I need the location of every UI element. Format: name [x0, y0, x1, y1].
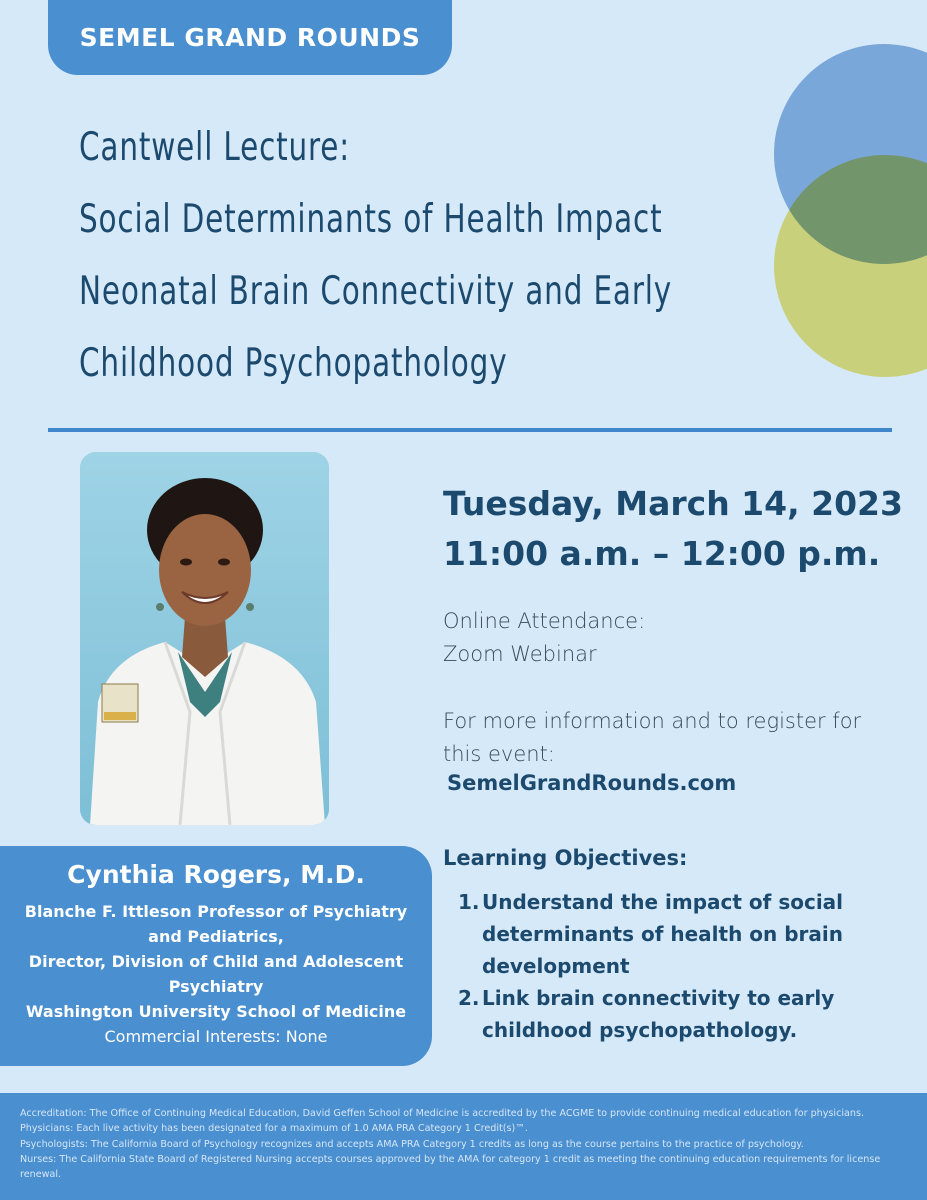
title-line: Childhood Psychopathology: [79, 341, 508, 386]
series-header-tab: [48, 0, 452, 75]
footer-line: Accreditation: The Office of Continuing Medical Education, David Geffen School of Medicine is accredited by the ACGME to provide continuing medical education for physicians.: [20, 1108, 865, 1119]
footer-line: Nurses: The California State Board of Registered Nursing accepts courses approved by the AMA for category 1 credit as meeting the continuing education requirements for license renewal.: [20, 1153, 881, 1181]
objective-number: 1.: [458, 890, 480, 914]
objective-text: Understand the impact of social determinants of health on brain development: [482, 890, 844, 978]
objective-item: [458, 982, 888, 1046]
attendance-label: Online Attendance:: [443, 609, 646, 633]
accreditation-footer: [0, 1093, 927, 1200]
commercial-interests: Commercial Interests: None: [104, 1027, 328, 1046]
objectives-heading: Learning Objectives:: [443, 846, 688, 870]
attendance-info: [443, 605, 645, 671]
objective-item: [458, 886, 888, 982]
speaker-portrait-illustration: [80, 452, 329, 825]
registration-text: For more information and to register for: [443, 709, 862, 733]
website-link[interactable]: SemelGrandRounds.com: [447, 771, 737, 795]
registration-info: [443, 705, 861, 771]
speaker-info-box: [0, 846, 432, 1066]
objectives-list: [458, 886, 888, 1046]
speaker-title-line: Blanche F. Ittleson Professor of Psychiatry: [24, 902, 408, 921]
speaker-title-line: Director, Division of Child and Adolescent: [28, 952, 404, 971]
speaker-title-line: and Pediatrics,: [148, 927, 284, 946]
objective-number: 2.: [458, 986, 480, 1010]
lecture-title: [79, 112, 768, 400]
speaker-affiliation: Washington University School of Medicine: [25, 1002, 407, 1021]
series-header-label: SEMEL GRAND ROUNDS: [79, 23, 421, 52]
section-divider: [48, 428, 892, 432]
attendance-value: Zoom Webinar: [443, 642, 597, 666]
event-date: Tuesday, March 14, 2023: [443, 484, 903, 523]
footer-line: Psychologists: The California Board of Psychology recognizes and accepts AMA PRA Category 1 credits as long as the course pertains to the practice of psychology.: [20, 1138, 804, 1150]
objective-text: Link brain connectivity to early childhood psychopathology.: [482, 986, 835, 1042]
title-line: Cantwell Lecture:: [79, 125, 351, 170]
speaker-title-line: Psychiatry: [168, 977, 264, 996]
event-time: 11:00 a.m. – 12:00 p.m.: [443, 534, 881, 573]
title-line: Social Determinants of Health Impact: [79, 197, 663, 242]
title-line: Neonatal Brain Connectivity and Early: [79, 269, 673, 314]
footer-line: Physicians: Each live activity has been designated for a maximum of 1.0 AMA PRA Category 1 Credit(s)™.: [20, 1123, 528, 1135]
registration-text: this event:: [443, 742, 555, 766]
speaker-photo: [80, 452, 329, 825]
speaker-name: Cynthia Rogers, M.D.: [67, 860, 365, 889]
